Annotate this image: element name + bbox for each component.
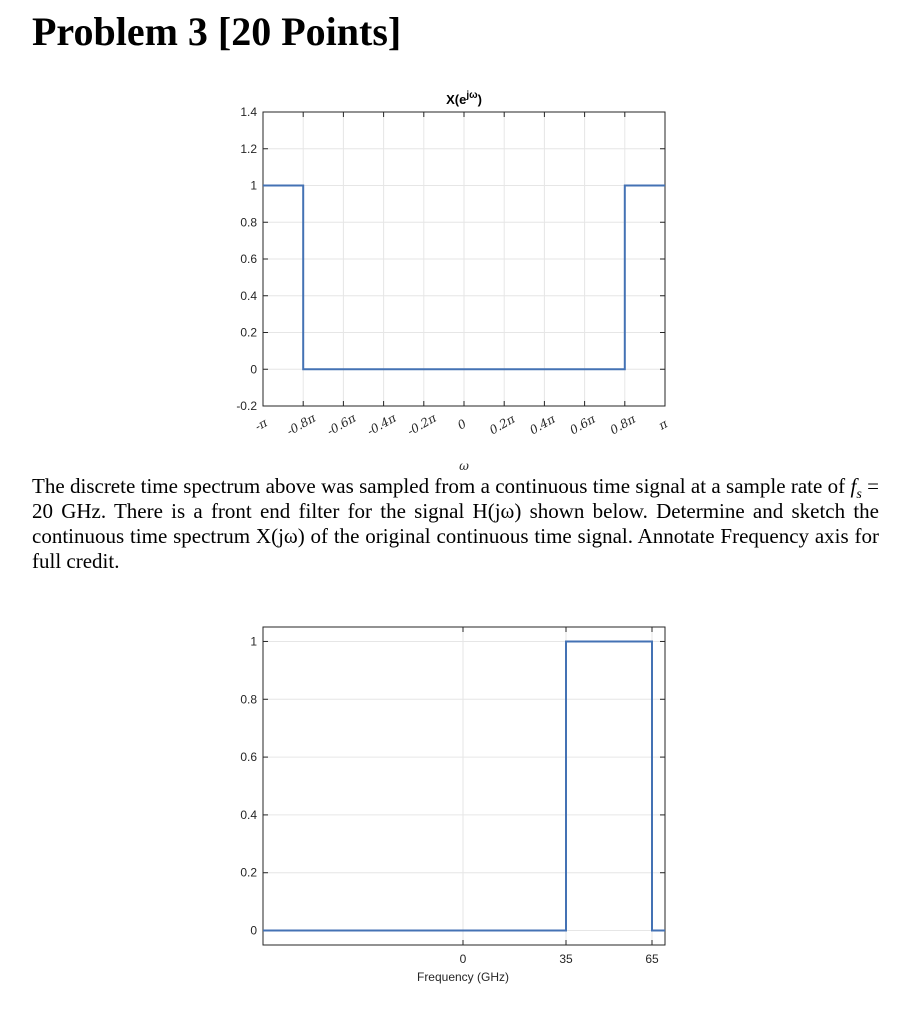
statement-part-1: The discrete time spectrum above was sampled from a continuous time signal at a sample rate of	[32, 474, 851, 498]
chart-title	[446, 90, 482, 107]
y-tick-label: 1.4	[240, 105, 257, 119]
y-tick-label: 0	[250, 362, 257, 377]
x-tick-label: 0.2π	[487, 411, 518, 438]
x-tick-label: -0.4π	[364, 410, 399, 439]
x-tick-label: 0.6π	[567, 411, 598, 438]
title-superscript: jω	[466, 90, 478, 101]
plot-frame	[263, 627, 665, 945]
title-close: )	[477, 92, 482, 107]
problem-statement	[32, 474, 879, 574]
y-tick-label: 0.6	[240, 252, 257, 266]
y-tick-label: -0.2	[236, 399, 257, 413]
x-axis-label: Frequency (GHz)	[416, 970, 510, 984]
page-title: Problem 3 [20 Points]	[32, 9, 402, 54]
x-tick-label: -0.2π	[404, 410, 439, 439]
y-tick-label: 0.2	[240, 865, 257, 880]
y-tick-label: 0.4	[240, 288, 257, 303]
x-axis-label: ω	[459, 459, 469, 473]
x-tick-label: 0.8π	[607, 411, 638, 438]
x-tick-label: 0.4π	[527, 411, 558, 438]
x-tick-label: -0.8π	[284, 410, 319, 439]
y-tick-label: 0.8	[240, 215, 257, 230]
y-tick-label: 0.4	[240, 807, 257, 822]
x-tick-label: 35	[559, 952, 573, 966]
title-base: X(e	[446, 92, 467, 107]
statement-part-2: = 20 GHz. There is a front end filter for the signal H(jω) shown below. Determine and sketch the continuous time spectrum X(jω) of the original continuous time signal. Annotate Frequency axis for full credit.	[32, 474, 879, 573]
chart-x-ejw	[236, 90, 671, 473]
y-tick-label: 1.2	[240, 141, 257, 156]
y-tick-label: 0.2	[240, 325, 257, 340]
sample-rate-subscript: s	[856, 487, 862, 503]
y-tick-label: 0.6	[240, 750, 257, 765]
y-tick-label: 1	[250, 178, 257, 193]
x-tick-label: 0	[459, 952, 467, 966]
x-tick-label: π	[656, 416, 670, 433]
y-tick-label: 1	[250, 634, 257, 649]
x-tick-label: 0	[455, 416, 469, 433]
chart-h-jw	[240, 627, 665, 984]
y-tick-label: 0.8	[240, 692, 257, 707]
x-tick-label: 65	[645, 952, 659, 966]
series-line	[263, 641, 665, 930]
sample-rate-symbol: f	[850, 474, 857, 498]
x-tick-label: -0.6π	[324, 410, 359, 439]
x-tick-label: -π	[252, 415, 270, 434]
y-tick-label: 0	[250, 923, 257, 938]
